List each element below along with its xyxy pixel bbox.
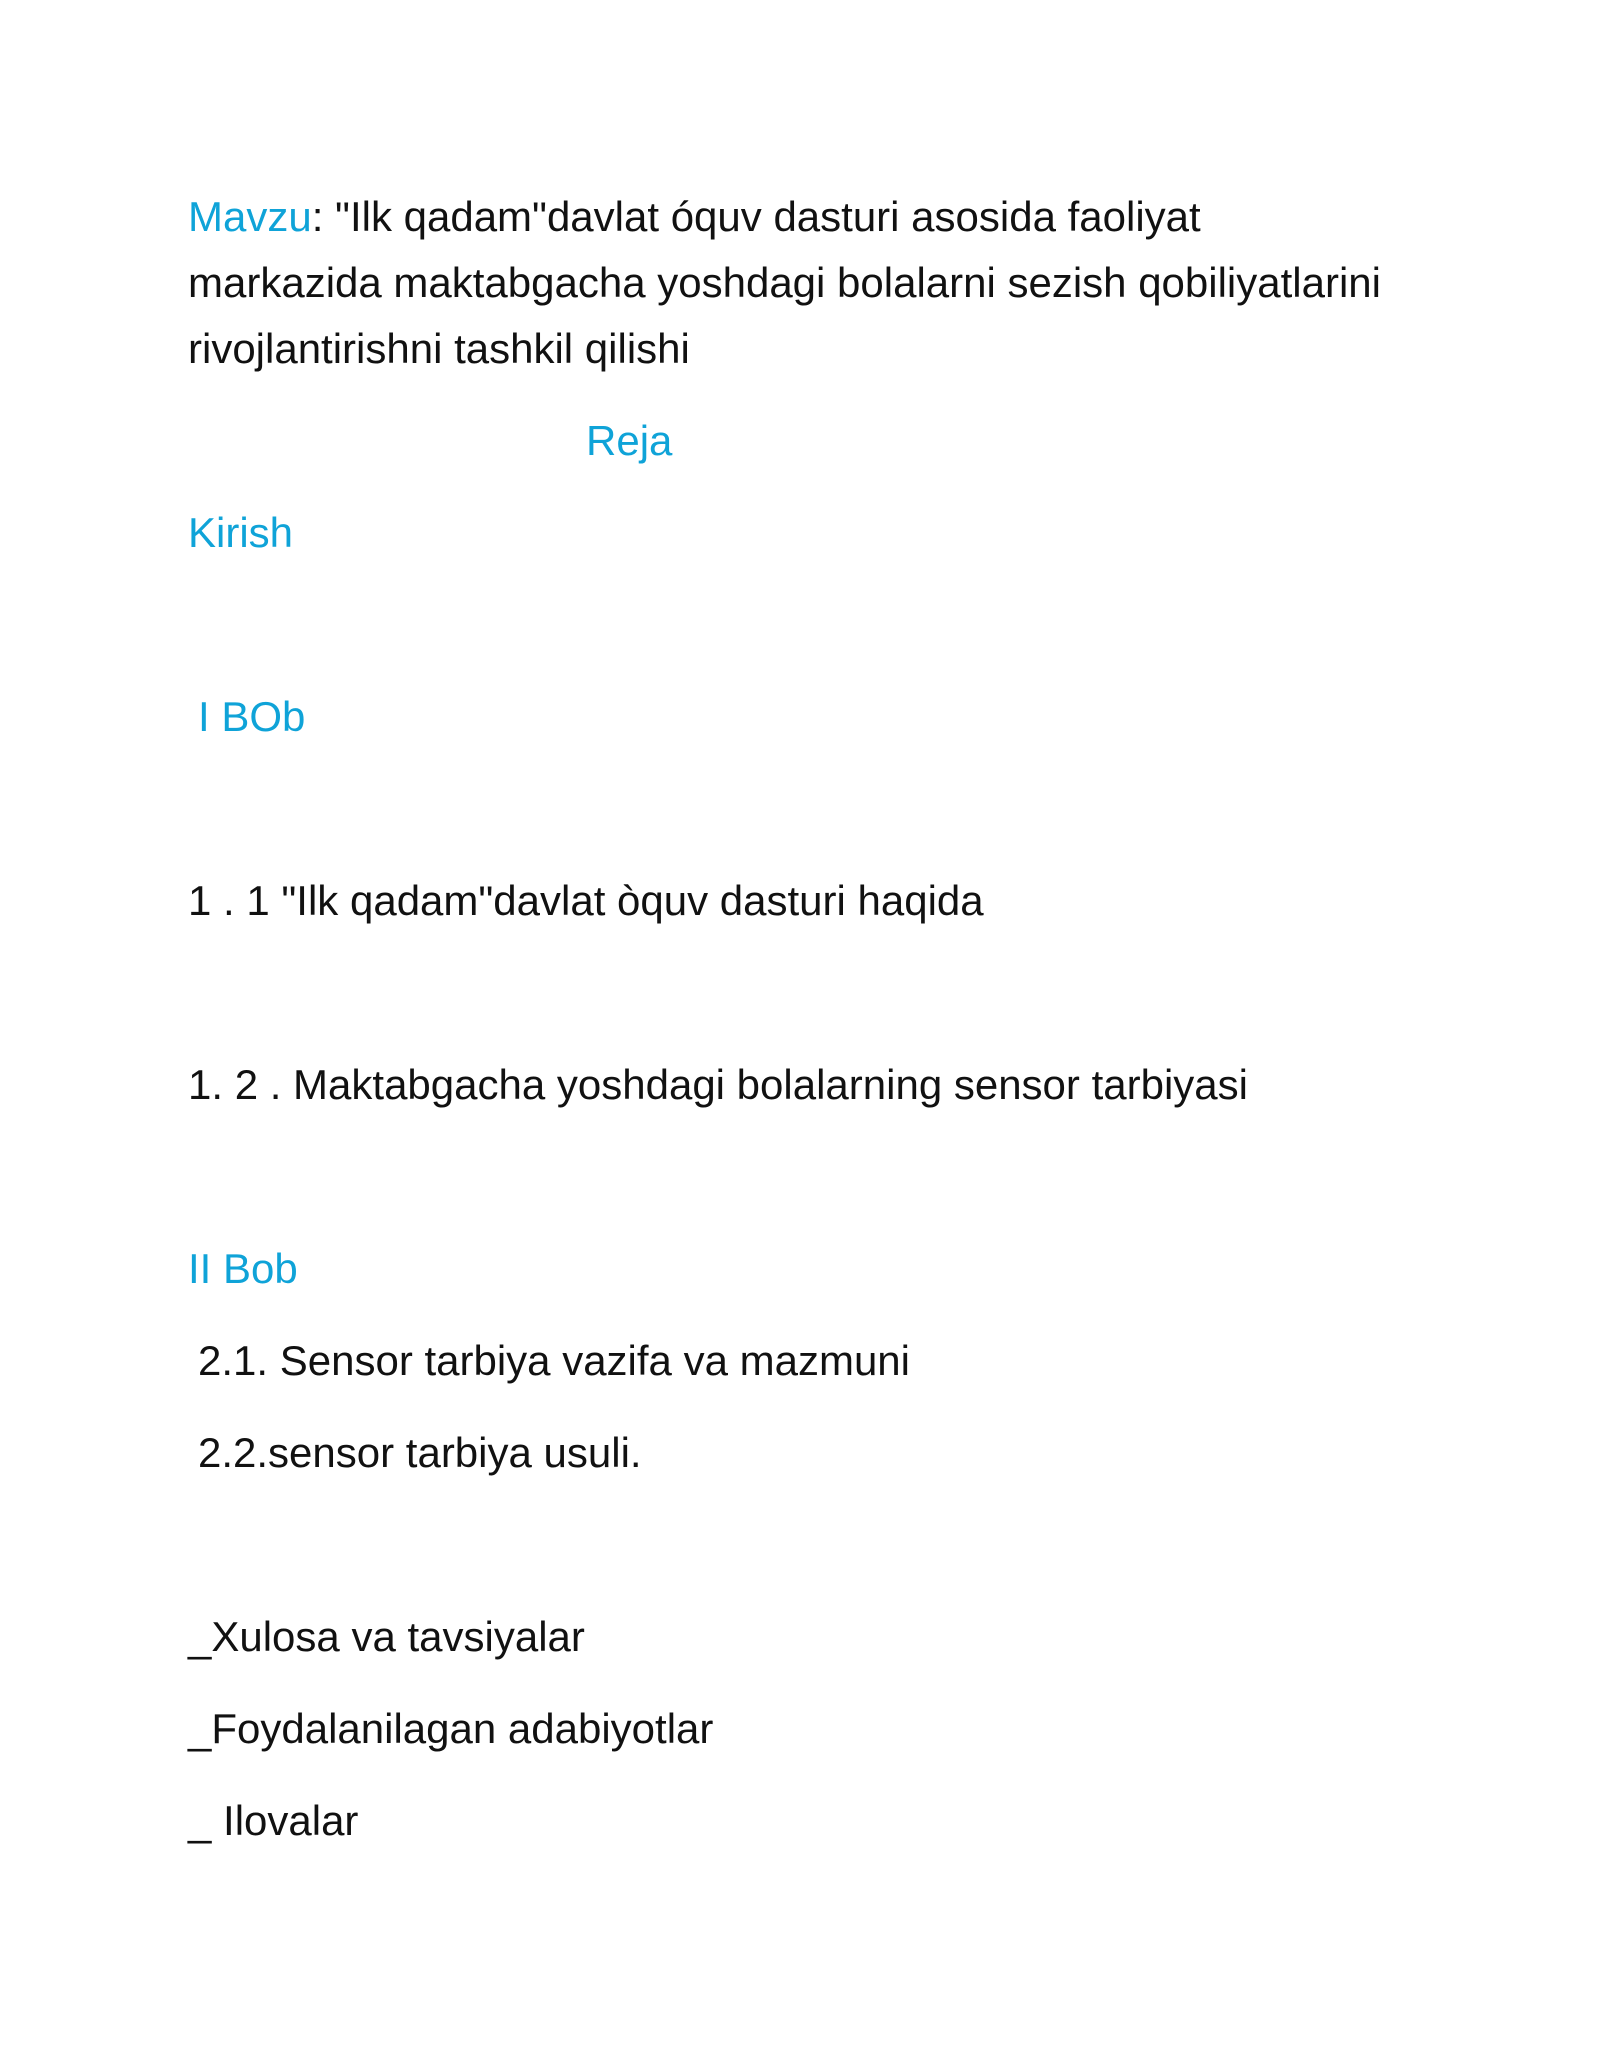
intro-heading: Kirish bbox=[188, 509, 294, 556]
section-2-1: 2.1. Sensor tarbiya vazifa va mazmuni bbox=[198, 1337, 910, 1384]
topic-colon: : bbox=[311, 193, 324, 240]
conclusion-item: _Xulosa va tavsiyalar bbox=[188, 1613, 585, 1660]
topic-line-1 bbox=[188, 184, 1201, 250]
topic-line-2: markazida maktabgacha yoshdagi bolalarni sezish qobiliyatlarini bbox=[188, 259, 1381, 306]
topic-line-3: rivojlantirishni tashkil qilishi bbox=[188, 325, 690, 372]
plan-heading: Reja bbox=[586, 417, 673, 464]
references-item: _Foydalanilagan adabiyotlar bbox=[188, 1705, 714, 1752]
topic-label: Mavzu bbox=[188, 193, 312, 240]
section-1-2: 1. 2 . Maktabgacha yoshdagi bolalarning sensor tarbiyasi bbox=[188, 1061, 1248, 1108]
appendices-item: _ Ilovalar bbox=[188, 1797, 359, 1844]
section-2-2: 2.2.sensor tarbiya usuli. bbox=[198, 1429, 642, 1476]
section-1-1: 1 . 1 "Ilk qadam"davlat òquv dasturi haqida bbox=[188, 877, 984, 924]
chapter-2-heading: II Bob bbox=[188, 1245, 298, 1292]
chapter-1-heading: I BOb bbox=[198, 693, 306, 740]
topic-title-part-1: "Ilk qadam"davlat óquv dasturi asosida faoliyat bbox=[323, 193, 1201, 240]
